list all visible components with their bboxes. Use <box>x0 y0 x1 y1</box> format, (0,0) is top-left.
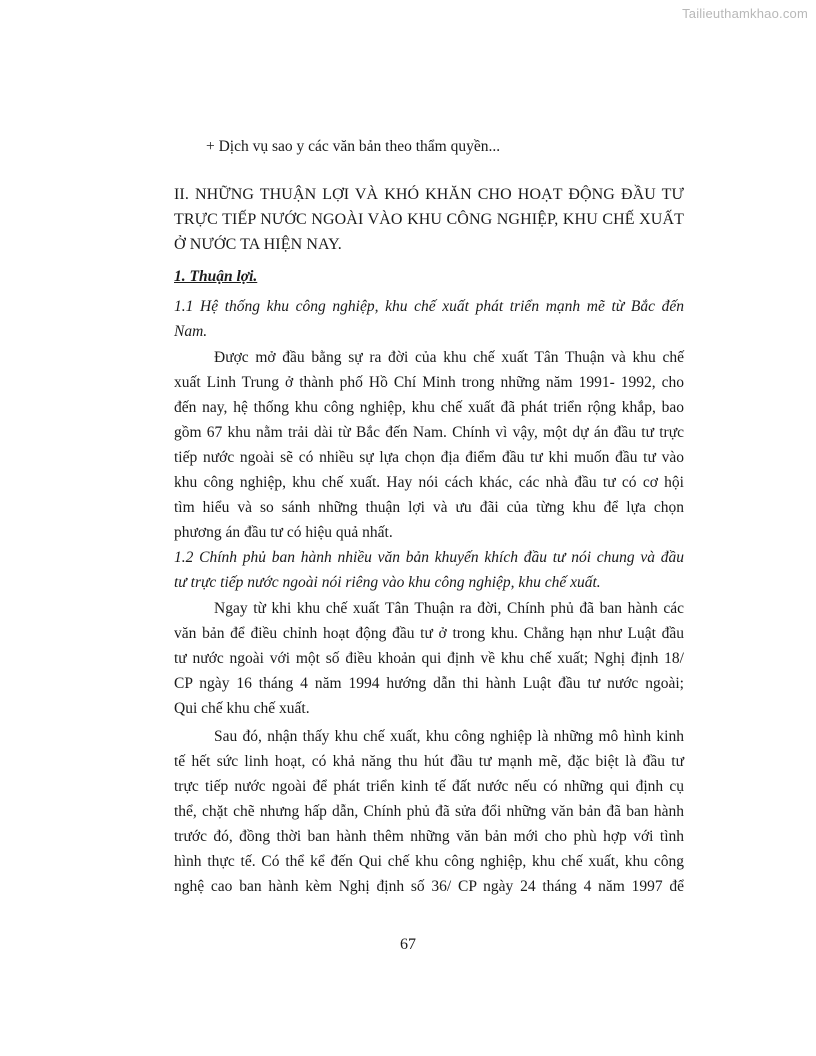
paragraph-line: tiếp nước ngoài sẽ có nhiều sự lựa chọn địa điểm đầu tư khi muốn đầu tư vào <box>174 449 684 466</box>
paragraph-line: đến nay, hệ thống khu công nghiệp, khu chế xuất đã phát triển rộng khắp, bao <box>174 399 684 416</box>
paragraph-line: gồm 67 khu nằm trải dài từ Bắc đến Nam. Chính vì vậy, một dự án đầu tư trực <box>174 424 684 441</box>
paragraph-line: Sau đó, nhận thấy khu chế xuất, khu công nghiệp là những mô hình kinh <box>214 728 684 745</box>
paragraph-line: hình thực tế. Có thể kể đến Qui chế khu công nghiệp, khu chế xuất, khu công <box>174 853 684 870</box>
subsection-heading: 1.2 Chính phủ ban hành nhiều văn bản khuyến khích đầu tư nói chung và đầu <box>174 549 684 566</box>
list-item: + Dịch vụ sao y các văn bản theo thẩm quyền... <box>206 138 501 155</box>
section-heading: II. NHỮNG THUẬN LỢI VÀ KHÓ KHĂN CHO HOẠT ĐỘNG ĐẦU TƯ <box>174 186 684 203</box>
paragraph-line: tế hết sức linh hoạt, có khả năng thu hút đầu tư mạnh mẽ, đặc biệt là đầu tư <box>174 753 684 770</box>
section-heading: TRỰC TIẾP NƯỚC NGOÀI VÀO KHU CÔNG NGHIỆP, KHU CHẾ XUẤT <box>174 211 684 228</box>
subsection-heading: tư trực tiếp nước ngoài nói riêng vào khu công nghiệp, khu chế xuất. <box>174 574 601 591</box>
paragraph-line: tìm hiểu và so sánh những thuận lợi và ưu đãi của từng khu để lựa chọn <box>174 499 684 516</box>
paragraph-line: phương án đầu tư có hiệu quả nhất. <box>174 524 393 541</box>
paragraph-line: trước đó, đồng thời ban hành thêm những văn bản mới cho phù hợp với tình <box>174 828 684 845</box>
paragraph-line: khu công nghiệp, khu chế xuất. Hay nói cách khác, các nhà đầu tư có cơ hội <box>174 474 684 491</box>
paragraph-line: Qui chế khu chế xuất. <box>174 700 310 717</box>
section-heading: Ở NƯỚC TA HIỆN NAY. <box>174 236 342 253</box>
paragraph-line: thể, chặt chẽ nhưng hấp dẫn, Chính phủ đã sửa đổi những văn bản đã ban hành <box>174 803 684 820</box>
paragraph-line: CP ngày 16 tháng 4 năm 1994 hướng dẫn thi hành Luật đầu tư nước ngoài; <box>174 675 684 692</box>
paragraph-line: Được mở đầu bằng sự ra đời của khu chế xuất Tân Thuận và khu chế <box>214 349 684 366</box>
page-number: 67 <box>400 936 416 953</box>
subsection-heading: 1.1 Hệ thống khu công nghiệp, khu chế xuất phát triển mạnh mẽ từ Bắc đến <box>174 298 684 315</box>
subsection-title: 1. Thuận lợi. <box>174 268 258 285</box>
watermark: Tailieuthamkhao.com <box>682 6 808 21</box>
paragraph-line: trực tiếp nước ngoài để phát triển kinh tế đất nước nếu có những qui định cụ <box>174 778 684 795</box>
paragraph-line: nghệ cao ban hành kèm Nghị định số 36/ CP ngày 24 tháng 4 năm 1997 để <box>174 878 684 895</box>
paragraph-line: Ngay từ khi khu chế xuất Tân Thuận ra đời, Chính phủ đã ban hành các <box>214 600 684 617</box>
paragraph-line: tư nước ngoài với một số điều khoản qui định về khu chế xuất; Nghị định 18/ <box>174 650 684 667</box>
paragraph-line: xuất Linh Trung ở thành phố Hồ Chí Minh trong những năm 1991- 1992, cho <box>174 374 684 391</box>
subsection-heading: Nam. <box>174 323 208 340</box>
paragraph-line: văn bản để điều chỉnh hoạt động đầu tư ở trong khu. Chẳng hạn như Luật đầu <box>174 625 684 642</box>
